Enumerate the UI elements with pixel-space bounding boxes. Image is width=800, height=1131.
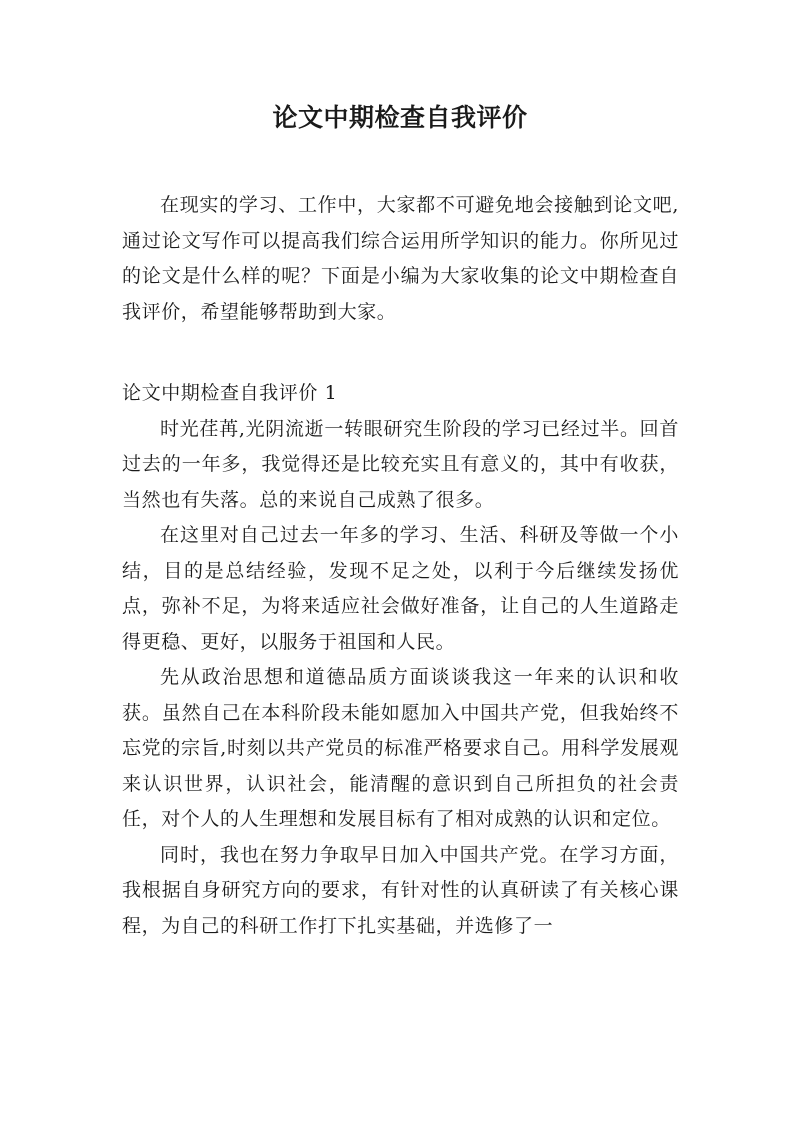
intro-block — [122, 188, 679, 330]
document-title: 论文中期检查自我评价 — [272, 103, 528, 132]
section-heading: 论文中期检查自我评价 1 — [122, 382, 338, 404]
body-paragraph: 在这里对自己过去一年多的学习、生活、科研及等做一个小结，目的是总结经验，发现不足之处，以利于今后继续发扬优点，弥补不足，为将来适应社会做好准备，让自己的人生道路走得更稳、更好，以服务于祖国和人民。 — [122, 524, 679, 653]
section-block — [122, 376, 679, 944]
body-paragraph: 先从政治思想和道德品质方面谈谈我这一年来的认识和收获。虽然自己在本科阶段未能如愿加入中国共产党，但我始终不忘党的宗旨,时刻以共产党员的标准严格要求自己。用科学发展观来认识世界，认识社会，能清醒的意识到自己所担负的社会责任，对个人的人生理想和发展目标有了相对成熟的认识和定位。 — [122, 666, 679, 830]
body-paragraph: 同时，我也在努力争取早日加入中国共产党。在学习方面，我根据自身研究方向的要求，有针对性的认真研读了有关核心课程，为自己的科研工作打下扎实基础，并选修了一 — [122, 843, 679, 937]
body-paragraph: 时光荏苒,光阴流逝一转眼研究生阶段的学习已经过半。回首过去的一年多，我觉得还是比较充实且有意义的，其中有收获，当然也有失落。总的来说自己成熟了很多。 — [122, 417, 679, 511]
intro-paragraph: 在现实的学习、工作中，大家都不可避免地会接触到论文吧,通过论文写作可以提高我们综合运用所学知识的能力。你所见过的论文是什么样的呢？下面是小编为大家收集的论文中期检查自我评价，希望能够帮助到大家。 — [122, 194, 679, 323]
